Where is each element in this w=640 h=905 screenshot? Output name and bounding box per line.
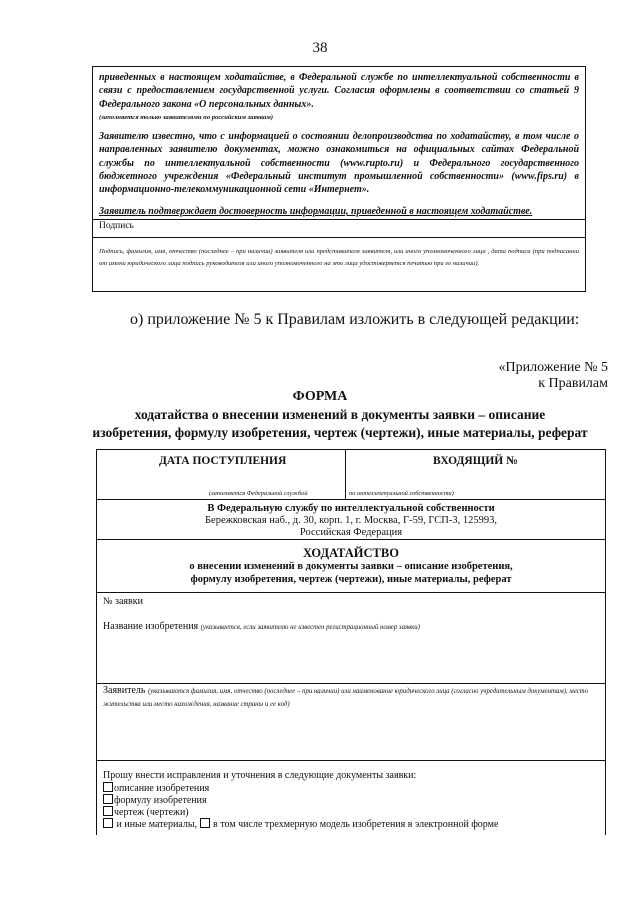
consent-box [92,66,586,292]
signature-note: Подпись, фамилия, имя, отчество (последнее – при наличии) заявителя или представителя заявителя, или иного уполномоченного лица , дата подписи (при подписании от имени юридического лица подпись руководителя или иного уполномоченного на это лица удостоверяется печатью при ее наличии). [99,248,579,267]
date-received-label: ДАТА ПОСТУПЛЕНИЯ [159,455,287,467]
divider [97,760,605,761]
petition-title: ХОДАТАЙСТВО [303,546,399,560]
checkbox-row-description[interactable] [103,782,209,794]
divider [97,683,605,684]
applicant-label: Заявитель [103,685,146,696]
confirm-text: Заявитель подтверждает достоверность информации, приведенной в настоящем ходатайстве. [99,206,533,217]
application-number-field[interactable]: № заявки [103,596,143,607]
checkbox-row-claims[interactable] [103,794,207,806]
fill-note-right: по интеллектуальной собственности) [349,490,454,497]
petition-form-box [96,449,606,835]
applicant-note: (указываются фамилия, имя, отчество (последнее – при наличии) или наименование юридического лица (согласно учредительным документам), место жительства или место нахождения, название страны и ее код) [103,688,588,708]
page-number: 38 [312,40,328,56]
info-text: Заявителю известно, что с информацией о состоянии делопроизводства по ходатайству, в том числе о направленных заявителю документах, можно ознакомиться на официальных сайтах Федеральной службы по интеллектуальной собственности (www.rupto.ru) и Федерального государственного бюджетного учреждения «Федеральный институт промышленной собственности» (www.fips.ru) в информационно-телекоммуникационной сети «Интернет». [99,131,579,196]
form-subtitle-line1: ходатайства о внесении изменений в документы заявки – описание [134,407,546,422]
appendix-line1: «Приложение № 5 [498,360,608,375]
form-subtitle-line2: изобретения, формулу изобретения, чертеж (чертежи), иные материалы, реферат [92,425,588,440]
checkbox[interactable] [103,782,113,792]
divider [93,219,585,220]
invention-name-note: (указывается, если заявителю не известен регистрационный номер заявки) [200,624,420,631]
divider [97,539,605,540]
addressee-line3: Российская Федерация [299,527,403,538]
divider [93,237,585,238]
checkbox-row-other[interactable] [103,818,498,830]
invention-name-field[interactable] [103,621,420,632]
petition-line2: формулу изобретения, чертеж (чертежи), иные материалы, реферат [190,574,512,585]
checkbox-row-drawings[interactable] [103,806,189,818]
checkbox[interactable] [200,818,210,828]
divider [97,499,605,500]
request-text: Прошу внести исправления и уточнения в следующие документы заявки: [103,770,417,781]
checkbox-label-description: описание изобретения [114,783,210,794]
fill-note-left: (заполняется Федеральной службой [209,490,308,497]
consent-note: (заполняется только заявителями по российским заявкам) [99,114,274,121]
divider [345,450,346,499]
applicant-field[interactable] [103,685,598,711]
incoming-number-label: ВХОДЯЩИЙ № [433,455,518,467]
checkbox[interactable] [103,806,113,816]
form-title: ФОРМА [292,389,348,404]
appendix-line2: к Правилам [538,376,608,391]
checkbox-label-other: и иные материалы, [116,819,198,830]
checkbox-label-drawings: чертеж (чертежи) [114,807,189,818]
checkbox[interactable] [103,818,113,828]
checkbox-label-claims: формулу изобретения [114,795,207,806]
signature-label: Подпись [99,221,134,231]
checkbox-label-3d: в том числе трехмерную модель изобретения в электронной форме [213,819,499,830]
addressee-line1: В Федеральную службу по интеллектуальной собственности [207,503,495,514]
consent-text: приведенных в настоящем ходатайстве, в Федеральной службе по интеллектуальной собственности в связи с предоставлением государственной услуги. Согласия оформлены в соответствии со статьей 9 Федерального закона «О персональных данных». [99,72,579,110]
amendment-text: о) приложение № 5 к Правилам изложить в следующей редакции: [130,311,580,328]
checkbox[interactable] [103,794,113,804]
addressee-line2: Бережковская наб., д. 30, корп. 1, г. Москва, Г-59, ГСП-3, 125993, [205,515,497,526]
petition-line1: о внесении изменений в документы заявки – описание изобретения, [189,561,513,572]
divider [97,592,605,593]
invention-name-label: Название изобретения [103,621,199,632]
